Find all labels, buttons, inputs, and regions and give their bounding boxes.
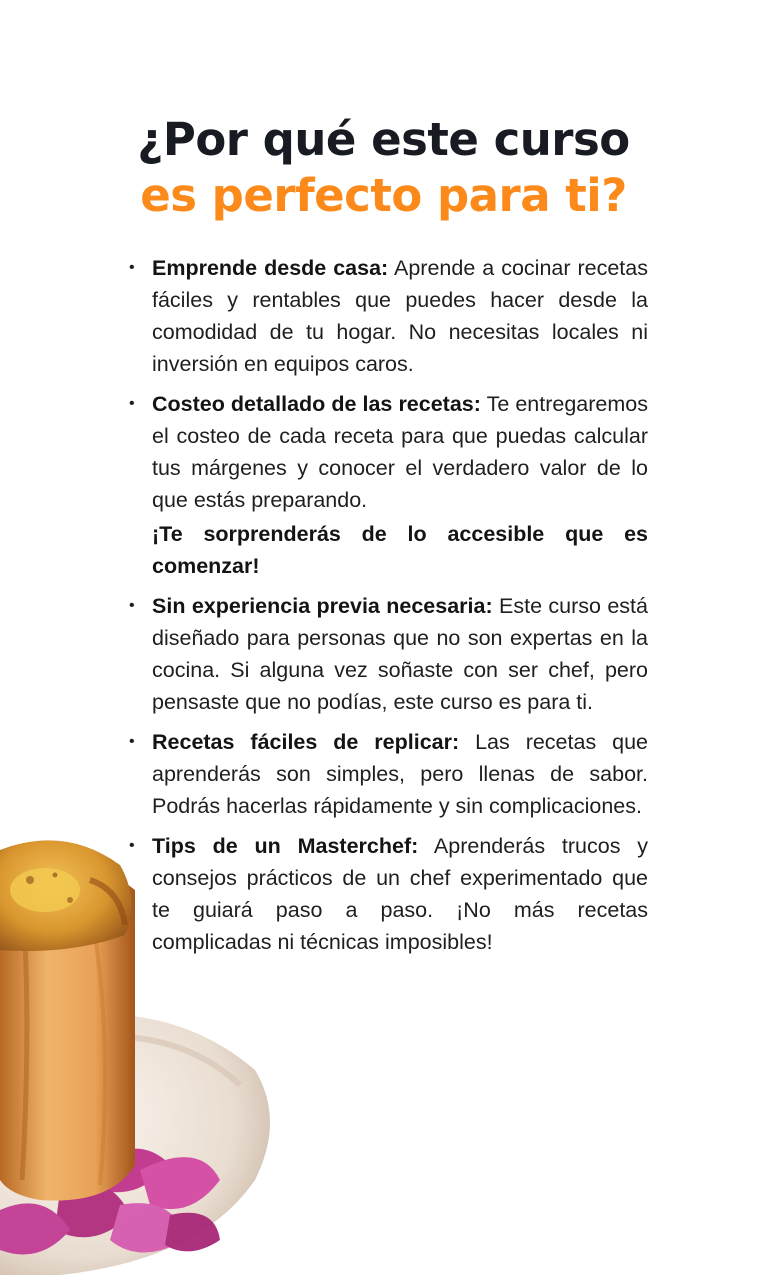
benefit-term: Emprende desde casa: bbox=[152, 256, 389, 280]
benefit-text: Te entregaremos el costeo de cada receta para que puedas calcular tus márgenes y conocer el verdadero valor de lo que estás preparando. bbox=[152, 392, 649, 512]
benefit-text: Aprenderás trucos y consejos prácticos de un chef experimentado que te guiará paso a paso. ¡No más recetas complicadas ni técnicas imposibles! bbox=[152, 834, 649, 954]
benefit-term: Tips de un Masterchef: bbox=[152, 834, 419, 858]
benefit-term: Costeo detallado de las recetas: bbox=[152, 392, 481, 416]
title-line-2-accent: es perfecto para ti? bbox=[140, 169, 627, 222]
bullet-icon: • bbox=[129, 259, 135, 276]
benefit-item-no-experience bbox=[124, 590, 648, 718]
title-line-1: ¿Por qué este curso bbox=[137, 113, 630, 166]
page-title bbox=[0, 112, 767, 224]
benefit-term: Sin experiencia previa necesaria: bbox=[152, 594, 493, 618]
benefits-list bbox=[124, 252, 648, 966]
benefit-highlight: ¡Te sorprenderás de lo accesible que es comenzar! bbox=[152, 522, 648, 578]
benefit-item-recipe-costing bbox=[124, 388, 648, 582]
bullet-icon: • bbox=[129, 395, 135, 412]
benefit-item-easy-recipes bbox=[124, 726, 648, 822]
benefit-item-masterchef-tips bbox=[124, 830, 648, 958]
bullet-icon: • bbox=[129, 597, 135, 614]
benefit-text: Aprende a cocinar recetas fáciles y rentables que puedes hacer desde la comodidad de tu hogar. No necesitas locales ni inversión en equipos caros. bbox=[152, 256, 648, 376]
bullet-icon: • bbox=[129, 733, 135, 750]
benefit-text: Este curso está diseñado para personas que no son expertas en la cocina. Si alguna vez soñaste con ser chef, pero pensaste que no podías, este curso es para ti. bbox=[152, 594, 648, 714]
bullet-icon: • bbox=[129, 837, 135, 854]
benefit-text: Las recetas que aprenderás son simples, pero llenas de sabor. Podrás hacerlas rápidamente y sin complicaciones. bbox=[152, 730, 649, 818]
benefit-term: Recetas fáciles de replicar: bbox=[152, 730, 460, 754]
benefit-item-home-business bbox=[124, 252, 648, 380]
